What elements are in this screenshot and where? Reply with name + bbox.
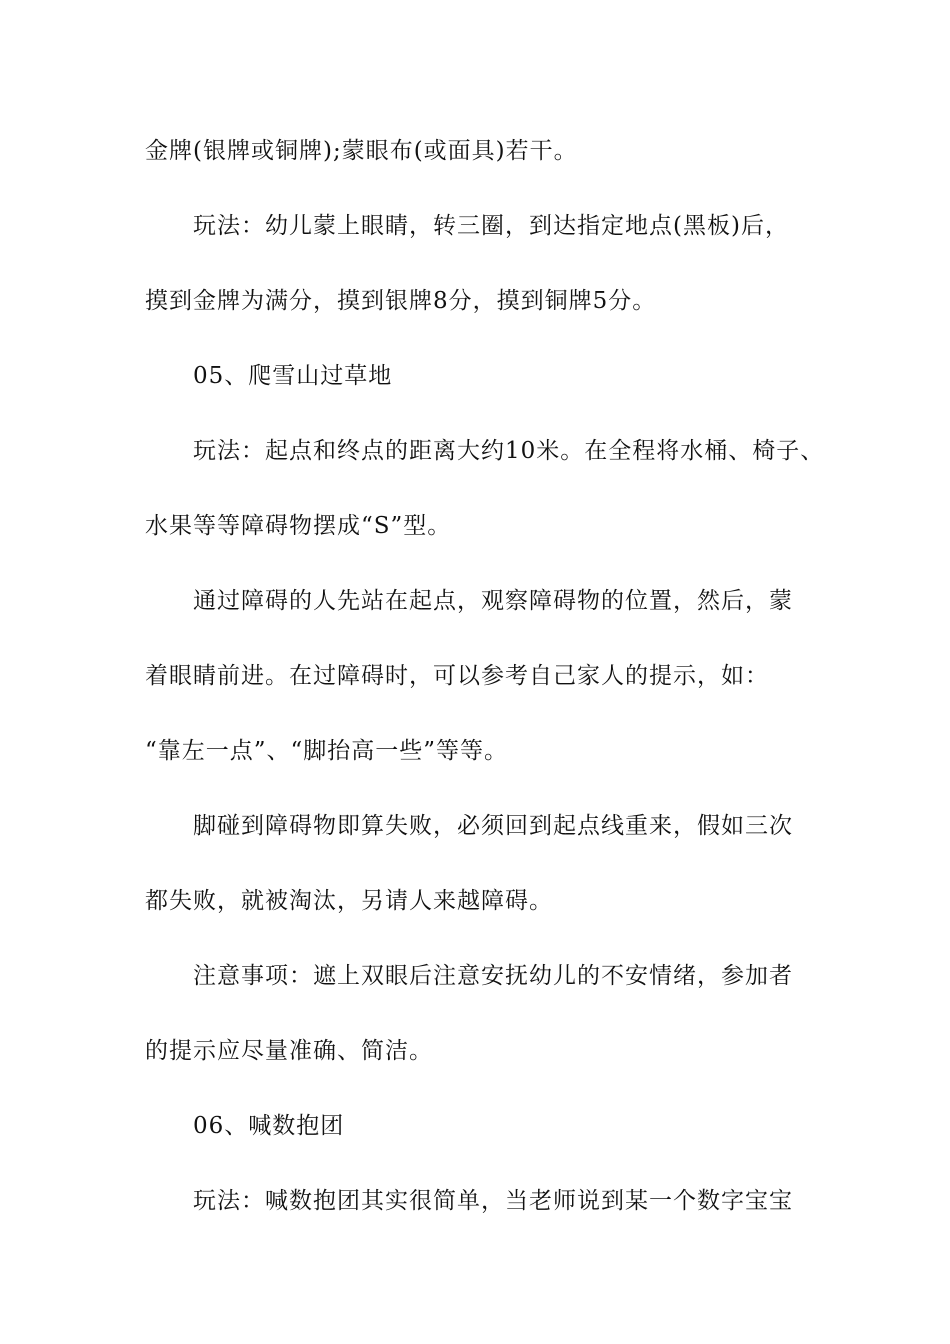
text-line: 玩法：幼儿蒙上眼睛，转三圈，到达指定地点(黑板)后， <box>193 213 789 239</box>
text-line: 都失败，就被淘汰，另请人来越障碍。 <box>145 888 553 914</box>
text-line: 着眼睛前进。在过障碍时，可以参考自己家人的提示，如： <box>145 663 769 689</box>
text-line: 水果等等障碍物摆成“S”型。 <box>145 513 452 539</box>
text-line: 玩法：起点和终点的距离大约10米。在全程将水桶、椅子、 <box>193 438 825 464</box>
text-line: 的提示应尽量准确、简洁。 <box>145 1038 433 1064</box>
section-heading: 05、爬雪山过草地 <box>193 363 393 389</box>
text-line: 脚碰到障碍物即算失败，必须回到起点线重来，假如三次 <box>193 813 793 839</box>
text-line: 玩法：喊数抱团其实很简单，当老师说到某一个数字宝宝 <box>193 1188 793 1214</box>
text-line: 通过障碍的人先站在起点，观察障碍物的位置，然后，蒙 <box>193 588 793 614</box>
text-line: “靠左一点”、“脚抬高一些”等等。 <box>145 738 509 764</box>
section-heading: 06、喊数抱团 <box>193 1113 345 1139</box>
text-line: 注意事项：遮上双眼后注意安抚幼儿的不安情绪，参加者 <box>193 963 793 989</box>
text-line: 摸到金牌为满分，摸到银牌8分，摸到铜牌5分。 <box>145 288 657 314</box>
text-line: 金牌(银牌或铜牌);蒙眼布(或面具)若干。 <box>145 138 578 164</box>
